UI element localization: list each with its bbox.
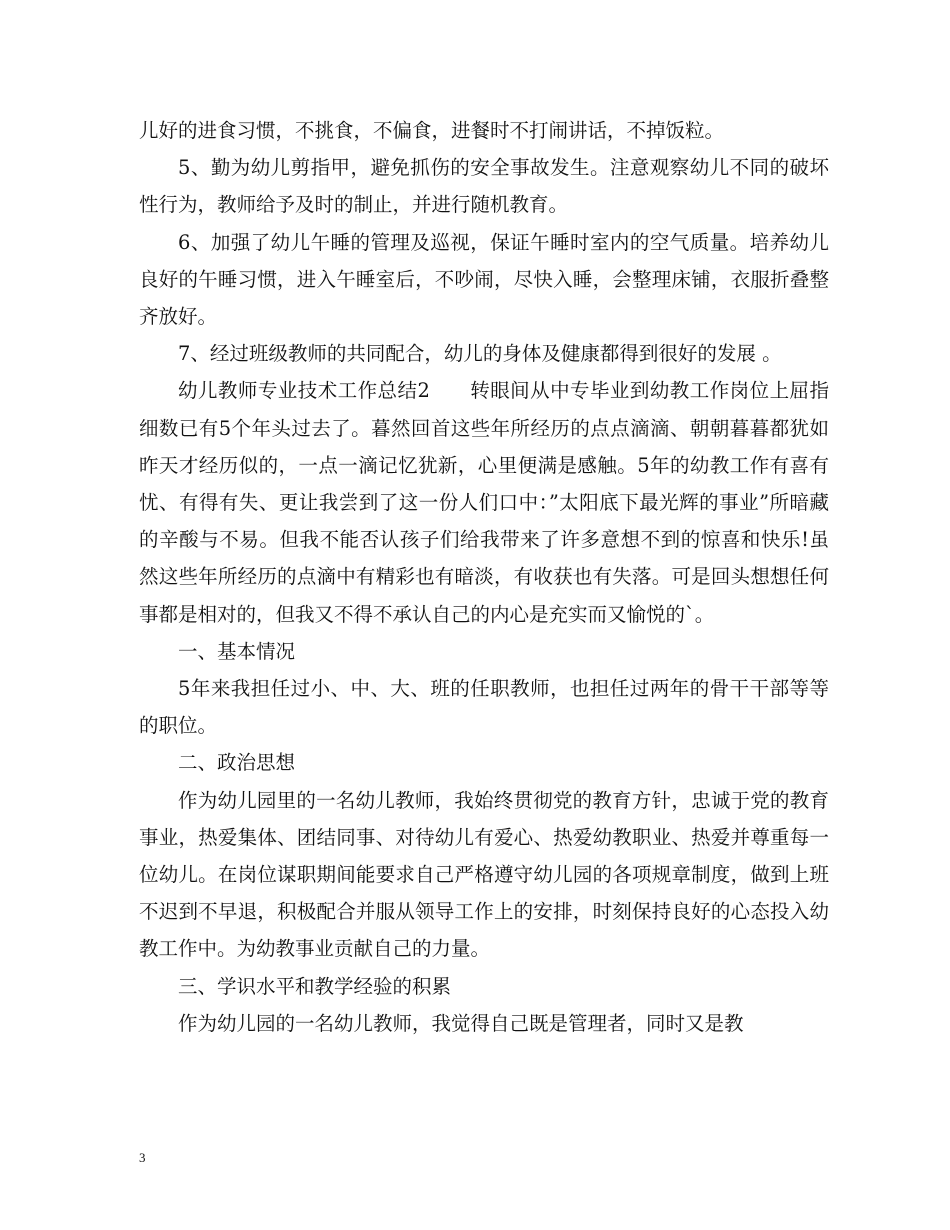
page-number: 3 bbox=[139, 1150, 146, 1165]
paragraph-summary-intro: 幼儿教师专业技术工作总结2 转眼间从中专毕业到幼教工作岗位上屈指细数已有5个年头过去了。暮然回首这些年所经历的点点滴滴、朝朝暮暮都犹如昨天才经历似的，一点一滴记忆犹新，心里便满是感触。5年的幼教工作有喜有忧、有得有失、更让我尝到了这一份人们口中：”太阳底下最光辉的事业”所暗藏的辛酸与不易。但我不能否认孩子们给我带来了许多意想不到的惊喜和快乐!虽然这些年所经历的点滴中有精彩也有暗淡，有收获也有失落。可是回头想想任何事都是相对的，但我又不得不承认自己的内心是充实而又愉悦的`。 bbox=[139, 379, 829, 626]
paragraph-basic-info: 5年来我担任过小、中、大、班的任职教师，也担任过两年的骨干干部等等的职位。 bbox=[139, 677, 829, 738]
section-heading-political: 二、政治思想 bbox=[178, 751, 296, 775]
paragraph-item-6: 6、加强了幼儿午睡的管理及巡视，保证午睡时室内的空气质量。培养幼儿良好的午睡习惯，进入午睡室后，不吵闹，尽快入睡，会整理床铺，衣服折叠整齐放好。 bbox=[139, 230, 829, 329]
paragraph-political: 作为幼儿园里的一名幼儿教师，我始终贯彻党的教育方针，忠诚于党的教育事业，热爱集体、团结同事、对待幼儿有爱心、热爱幼教职业、热爱并尊重每一位幼儿。在岗位谋职期间能要求自己严格遵守幼儿园的各项规章制度，做到上班不迟到不早退，积极配合并服从领导工作上的安排，时刻保持良好的心态投入幼教工作中。为幼教事业贡献自己的力量。 bbox=[139, 788, 829, 961]
section-heading-knowledge: 三、学识水平和教学经验的积累 bbox=[178, 974, 452, 998]
paragraph-item-5: 5、勤为幼儿剪指甲，避免抓伤的安全事故发生。注意观察幼儿不同的破坏性行为，教师给予及时的制止，并进行随机教育。 bbox=[139, 156, 829, 217]
paragraph-continuation: 儿好的进食习惯，不挑食，不偏食，进餐时不打闹讲话，不掉饭粒。 bbox=[139, 119, 725, 142]
paragraph-knowledge: 作为幼儿园的一名幼儿教师，我觉得自己既是管理者，同时又是教 bbox=[178, 1011, 744, 1035]
section-heading-basic-info: 一、基本情况 bbox=[178, 639, 296, 663]
paragraph-item-7: 7、经过班级教师的共同配合，幼儿的身体及健康都得到很好的发展 。 bbox=[178, 342, 782, 366]
document-body bbox=[139, 112, 829, 1042]
